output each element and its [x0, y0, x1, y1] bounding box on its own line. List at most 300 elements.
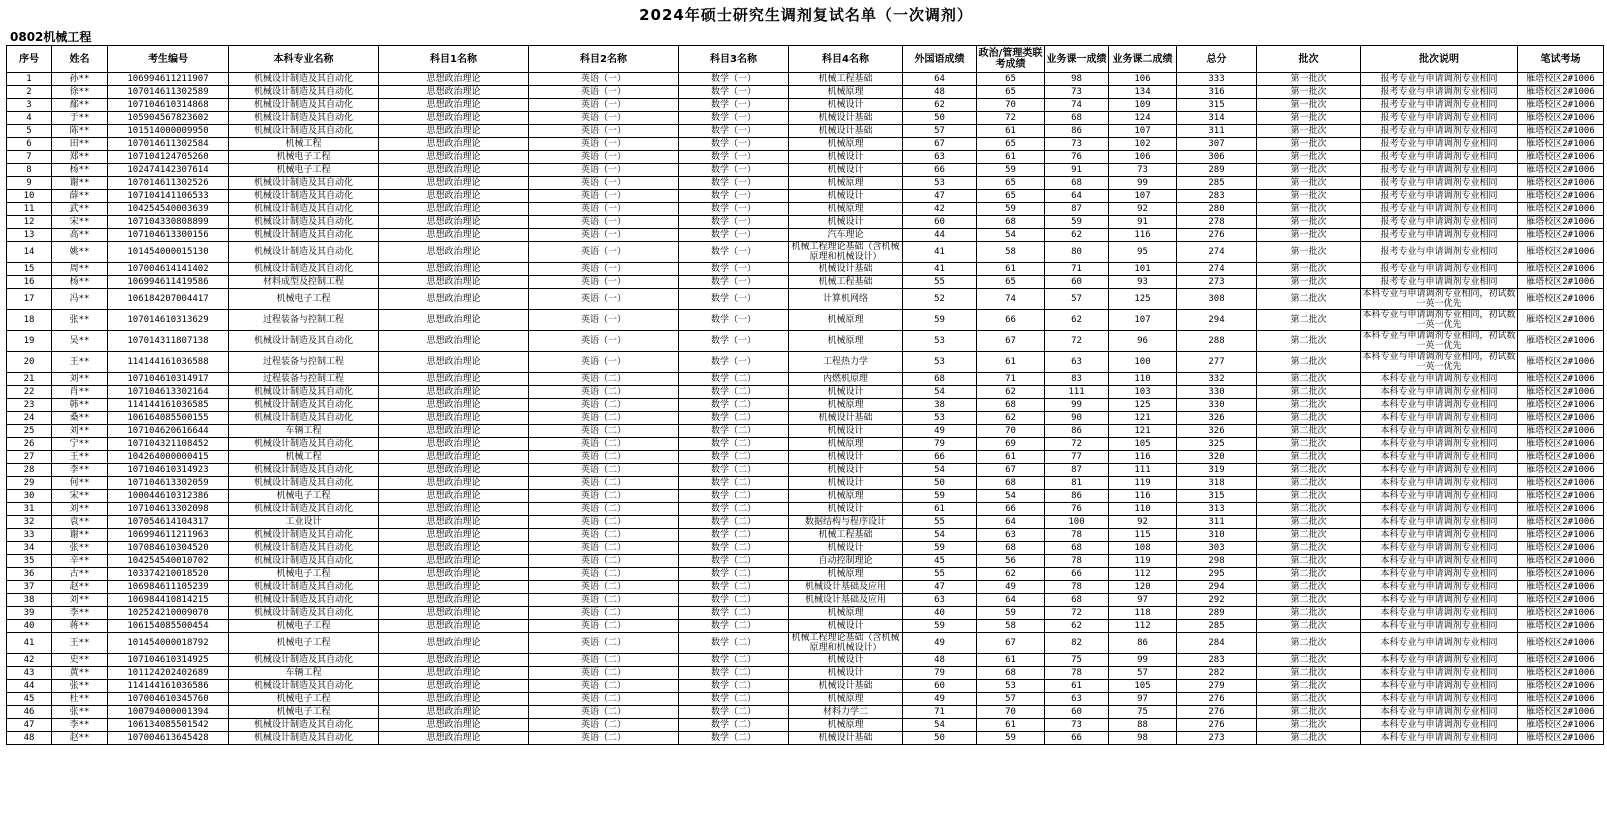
cell-batch-note: 本科专业与申请调剂专业相同 — [1361, 594, 1518, 607]
table-row — [7, 667, 1604, 680]
cell-subject-3: 数学（一） — [679, 263, 789, 276]
cell-subject-1: 思想政治理论 — [379, 99, 529, 112]
cell-subject-3: 数学（一） — [679, 310, 789, 331]
cell-subject-1: 思想政治理论 — [379, 581, 529, 594]
cell-batch-note: 本科专业与申请调剂专业相同 — [1361, 412, 1518, 425]
cell-foreign-language-score: 50 — [903, 732, 977, 745]
cell-exam-id: 102524210009070 — [108, 607, 229, 620]
cell-name: 薛** — [52, 190, 108, 203]
cell-exam-id: 106134085501542 — [108, 719, 229, 732]
cell-subject-2: 英语（二） — [529, 667, 679, 680]
cell-subject-4: 机械原理 — [789, 177, 903, 190]
cell-total-score: 325 — [1177, 438, 1257, 451]
table-row — [7, 216, 1604, 229]
cell-undergrad-major: 机械电子工程 — [229, 151, 379, 164]
cell-course-1-score: 100 — [1045, 516, 1109, 529]
cell-course-1-score: 68 — [1045, 542, 1109, 555]
cell-exam-id: 101454000018792 — [108, 633, 229, 654]
cell-batch-note: 报考专业与申请调剂专业相同 — [1361, 112, 1518, 125]
cell-course-2-score: 116 — [1109, 451, 1177, 464]
cell-exam-id: 101124202402689 — [108, 667, 229, 680]
cell-batch: 第二批次 — [1257, 352, 1361, 373]
cell-exam-id: 101454000015130 — [108, 242, 229, 263]
cell-subject-3: 数学（一） — [679, 216, 789, 229]
cell-undergrad-major: 机械设计制造及其自动化 — [229, 86, 379, 99]
cell-course-2-score: 105 — [1109, 438, 1177, 451]
cell-subject-1: 思想政治理论 — [379, 667, 529, 680]
cell-name: 桑** — [52, 412, 108, 425]
header-col-subject-2: 科目2名称 — [529, 46, 679, 73]
cell-subject-3: 数学（二） — [679, 373, 789, 386]
cell-index: 27 — [7, 451, 52, 464]
cell-total-score: 278 — [1177, 216, 1257, 229]
cell-foreign-language-score: 62 — [903, 99, 977, 112]
cell-batch-note: 本科专业与申请调剂专业相同 — [1361, 654, 1518, 667]
cell-course-1-score: 73 — [1045, 138, 1109, 151]
cell-undergrad-major: 机械设计制造及其自动化 — [229, 263, 379, 276]
cell-foreign-language-score: 71 — [903, 706, 977, 719]
cell-total-score: 330 — [1177, 399, 1257, 412]
cell-subject-1: 思想政治理论 — [379, 706, 529, 719]
cell-index: 28 — [7, 464, 52, 477]
cell-course-2-score: 100 — [1109, 352, 1177, 373]
cell-batch: 第一批次 — [1257, 203, 1361, 216]
table-row — [7, 412, 1604, 425]
cell-subject-1: 思想政治理论 — [379, 438, 529, 451]
cell-total-score: 289 — [1177, 607, 1257, 620]
cell-batch: 第一批次 — [1257, 86, 1361, 99]
cell-total-score: 332 — [1177, 373, 1257, 386]
cell-name: 李** — [52, 719, 108, 732]
table-row — [7, 542, 1604, 555]
cell-subject-3: 数学（一） — [679, 125, 789, 138]
cell-subject-4: 材料力学二 — [789, 706, 903, 719]
cell-undergrad-major: 机械设计制造及其自动化 — [229, 216, 379, 229]
cell-foreign-language-score: 45 — [903, 555, 977, 568]
cell-batch-note: 本科专业与申请调剂专业相同 — [1361, 542, 1518, 555]
cell-course-2-score: 106 — [1109, 73, 1177, 86]
cell-subject-3: 数学（二） — [679, 620, 789, 633]
cell-total-score: 280 — [1177, 203, 1257, 216]
cell-subject-4: 机械设计基础 — [789, 680, 903, 693]
cell-course-2-score: 118 — [1109, 607, 1177, 620]
cell-course-2-score: 101 — [1109, 263, 1177, 276]
header-col-name: 姓名 — [52, 46, 108, 73]
cell-exam-room: 雁塔校区2#1006 — [1518, 732, 1604, 745]
cell-subject-2: 英语（二） — [529, 581, 679, 594]
cell-batch-note: 报考专业与申请调剂专业相同 — [1361, 203, 1518, 216]
cell-batch: 第二批次 — [1257, 620, 1361, 633]
cell-course-1-score: 76 — [1045, 503, 1109, 516]
cell-batch-note: 报考专业与申请调剂专业相同 — [1361, 73, 1518, 86]
cell-batch: 第二批次 — [1257, 693, 1361, 706]
cell-total-score: 313 — [1177, 503, 1257, 516]
cell-subject-2: 英语（一） — [529, 216, 679, 229]
cell-index: 23 — [7, 399, 52, 412]
cell-subject-4: 机械设计基础 — [789, 125, 903, 138]
cell-index: 13 — [7, 229, 52, 242]
cell-exam-id: 107054614104317 — [108, 516, 229, 529]
cell-batch: 第二批次 — [1257, 477, 1361, 490]
cell-politics-score: 67 — [977, 633, 1045, 654]
cell-exam-id: 107104613302164 — [108, 386, 229, 399]
cell-subject-4: 汽车理论 — [789, 229, 903, 242]
cell-subject-3: 数学（二） — [679, 477, 789, 490]
cell-undergrad-major: 机械设计制造及其自动化 — [229, 99, 379, 112]
cell-course-1-score: 68 — [1045, 112, 1109, 125]
cell-foreign-language-score: 59 — [903, 542, 977, 555]
cell-batch-note: 报考专业与申请调剂专业相同 — [1361, 138, 1518, 151]
cell-course-1-score: 111 — [1045, 386, 1109, 399]
cell-subject-4: 计算机网络 — [789, 289, 903, 310]
cell-subject-4: 机械设计 — [789, 477, 903, 490]
cell-name: 郑** — [52, 151, 108, 164]
cell-course-1-score: 68 — [1045, 594, 1109, 607]
cell-course-2-score: 105 — [1109, 680, 1177, 693]
cell-subject-4: 机械设计基础 — [789, 112, 903, 125]
cell-batch-note: 本科专业与申请调剂专业相同 — [1361, 451, 1518, 464]
cell-name: 史** — [52, 654, 108, 667]
cell-index: 45 — [7, 693, 52, 706]
cell-batch-note: 报考专业与申请调剂专业相同 — [1361, 164, 1518, 177]
cell-batch-note: 报考专业与申请调剂专业相同 — [1361, 151, 1518, 164]
cell-index: 17 — [7, 289, 52, 310]
cell-subject-4: 机械设计 — [789, 451, 903, 464]
cell-foreign-language-score: 79 — [903, 438, 977, 451]
cell-index: 11 — [7, 203, 52, 216]
cell-subject-2: 英语（二） — [529, 386, 679, 399]
cell-exam-room: 雁塔校区2#1006 — [1518, 151, 1604, 164]
cell-index: 9 — [7, 177, 52, 190]
cell-foreign-language-score: 59 — [903, 620, 977, 633]
cell-name: 高** — [52, 229, 108, 242]
cell-subject-3: 数学（一） — [679, 331, 789, 352]
cell-politics-score: 54 — [977, 490, 1045, 503]
cell-subject-3: 数学（二） — [679, 516, 789, 529]
cell-exam-room: 雁塔校区2#1006 — [1518, 412, 1604, 425]
cell-total-score: 294 — [1177, 581, 1257, 594]
header-col-course-1-score: 业务课一成绩 — [1045, 46, 1109, 73]
table-row — [7, 112, 1604, 125]
cell-subject-4: 机械设计 — [789, 151, 903, 164]
cell-course-1-score: 86 — [1045, 125, 1109, 138]
cell-subject-2: 英语（二） — [529, 464, 679, 477]
cell-foreign-language-score: 54 — [903, 719, 977, 732]
cell-course-2-score: 93 — [1109, 276, 1177, 289]
cell-course-1-score: 86 — [1045, 490, 1109, 503]
cell-name: 王** — [52, 633, 108, 654]
cell-index: 48 — [7, 732, 52, 745]
cell-course-1-score: 78 — [1045, 529, 1109, 542]
cell-subject-3: 数学（二） — [679, 633, 789, 654]
cell-subject-2: 英语（二） — [529, 555, 679, 568]
cell-subject-4: 机械设计 — [789, 620, 903, 633]
cell-foreign-language-score: 48 — [903, 654, 977, 667]
cell-subject-4: 工程热力学 — [789, 352, 903, 373]
cell-batch-note: 报考专业与申请调剂专业相同 — [1361, 86, 1518, 99]
cell-course-2-score: 115 — [1109, 529, 1177, 542]
cell-exam-id: 107104620616644 — [108, 425, 229, 438]
cell-subject-1: 思想政治理论 — [379, 633, 529, 654]
cell-foreign-language-score: 54 — [903, 464, 977, 477]
cell-undergrad-major: 机械电子工程 — [229, 706, 379, 719]
cell-subject-4: 机械原理 — [789, 438, 903, 451]
cell-name: 袁** — [52, 516, 108, 529]
cell-name: 刘** — [52, 373, 108, 386]
cell-name: 宁** — [52, 438, 108, 451]
cell-subject-4: 数据结构与程序设计 — [789, 516, 903, 529]
cell-subject-4: 机械设计 — [789, 386, 903, 399]
cell-subject-1: 思想政治理论 — [379, 490, 529, 503]
cell-undergrad-major: 机械电子工程 — [229, 633, 379, 654]
cell-subject-4: 机械设计基础 — [789, 732, 903, 745]
cell-name: 辛** — [52, 555, 108, 568]
cell-foreign-language-score: 61 — [903, 503, 977, 516]
cell-foreign-language-score: 48 — [903, 86, 977, 99]
table-row — [7, 477, 1604, 490]
cell-index: 5 — [7, 125, 52, 138]
header-row — [7, 46, 1604, 73]
header-col-foreign-language-score: 外国语成绩 — [903, 46, 977, 73]
cell-undergrad-major: 机械设计制造及其自动化 — [229, 555, 379, 568]
cell-batch-note: 本科专业与申请调剂专业相同 — [1361, 633, 1518, 654]
cell-foreign-language-score: 47 — [903, 190, 977, 203]
table-row — [7, 654, 1604, 667]
cell-course-2-score: 92 — [1109, 203, 1177, 216]
cell-course-1-score: 80 — [1045, 242, 1109, 263]
cell-foreign-language-score: 67 — [903, 138, 977, 151]
cell-total-score: 314 — [1177, 112, 1257, 125]
cell-index: 8 — [7, 164, 52, 177]
cell-course-2-score: 119 — [1109, 555, 1177, 568]
cell-politics-score: 62 — [977, 568, 1045, 581]
table-row — [7, 568, 1604, 581]
table-row — [7, 310, 1604, 331]
cell-batch-note: 本科专业与申请调剂专业相同 — [1361, 706, 1518, 719]
cell-politics-score: 58 — [977, 242, 1045, 263]
cell-subject-4: 机械原理 — [789, 490, 903, 503]
cell-subject-3: 数学（二） — [679, 438, 789, 451]
cell-subject-1: 思想政治理论 — [379, 216, 529, 229]
cell-course-2-score: 109 — [1109, 99, 1177, 112]
cell-batch: 第二批次 — [1257, 542, 1361, 555]
cell-undergrad-major: 机械电子工程 — [229, 620, 379, 633]
cell-index: 25 — [7, 425, 52, 438]
table-row — [7, 289, 1604, 310]
cell-course-1-score: 81 — [1045, 477, 1109, 490]
cell-politics-score: 67 — [977, 464, 1045, 477]
cell-subject-3: 数学（二） — [679, 667, 789, 680]
cell-subject-1: 思想政治理论 — [379, 654, 529, 667]
cell-subject-4: 机械工程基础 — [789, 529, 903, 542]
cell-subject-2: 英语（二） — [529, 490, 679, 503]
cell-total-score: 333 — [1177, 73, 1257, 86]
cell-undergrad-major: 机械设计制造及其自动化 — [229, 399, 379, 412]
cell-undergrad-major: 机械设计制造及其自动化 — [229, 229, 379, 242]
table-row — [7, 164, 1604, 177]
cell-name: 鄢** — [52, 99, 108, 112]
cell-subject-2: 英语（一） — [529, 125, 679, 138]
cell-total-score: 273 — [1177, 732, 1257, 745]
cell-undergrad-major: 机械设计制造及其自动化 — [229, 529, 379, 542]
cell-batch-note: 本科专业与申请调剂专业相同 — [1361, 719, 1518, 732]
cell-total-score: 277 — [1177, 352, 1257, 373]
cell-subject-1: 思想政治理论 — [379, 594, 529, 607]
cell-politics-score: 65 — [977, 177, 1045, 190]
cell-foreign-language-score: 42 — [903, 203, 977, 216]
cell-politics-score: 63 — [977, 529, 1045, 542]
cell-subject-2: 英语（二） — [529, 607, 679, 620]
cell-subject-4: 机械工程基础 — [789, 73, 903, 86]
cell-index: 3 — [7, 99, 52, 112]
cell-exam-room: 雁塔校区2#1006 — [1518, 451, 1604, 464]
cell-subject-3: 数学（一） — [679, 203, 789, 216]
cell-total-score: 274 — [1177, 242, 1257, 263]
table-row — [7, 464, 1604, 477]
table-row — [7, 242, 1604, 263]
cell-exam-room: 雁塔校区2#1006 — [1518, 310, 1604, 331]
cell-subject-4: 机械设计 — [789, 190, 903, 203]
cell-undergrad-major: 机械设计制造及其自动化 — [229, 203, 379, 216]
cell-subject-2: 英语（二） — [529, 654, 679, 667]
table-row — [7, 529, 1604, 542]
cell-subject-1: 思想政治理论 — [379, 693, 529, 706]
cell-batch-note: 本科专业与申请调剂专业相同，初试数一英一优先 — [1362, 289, 1516, 309]
cell-index: 44 — [7, 680, 52, 693]
cell-exam-id: 114144161036586 — [108, 680, 229, 693]
cell-subject-2: 英语（一） — [529, 86, 679, 99]
cell-batch: 第二批次 — [1257, 667, 1361, 680]
cell-exam-room: 雁塔校区2#1006 — [1518, 594, 1604, 607]
table-row — [7, 229, 1604, 242]
table-row — [7, 693, 1604, 706]
cell-index: 19 — [7, 331, 52, 352]
cell-subject-3: 数学（二） — [679, 386, 789, 399]
cell-politics-score: 68 — [977, 542, 1045, 555]
cell-subject-2: 英语（二） — [529, 706, 679, 719]
table-row — [7, 719, 1604, 732]
cell-subject-4: 机械设计基础 — [789, 263, 903, 276]
cell-batch: 第二批次 — [1257, 464, 1361, 477]
cell-politics-score: 49 — [977, 581, 1045, 594]
cell-total-score: 303 — [1177, 542, 1257, 555]
cell-total-score: 295 — [1177, 568, 1257, 581]
cell-total-score: 315 — [1177, 99, 1257, 112]
cell-batch: 第二批次 — [1257, 706, 1361, 719]
cell-total-score: 276 — [1177, 706, 1257, 719]
cell-undergrad-major: 机械设计制造及其自动化 — [229, 594, 379, 607]
cell-batch: 第一批次 — [1257, 242, 1361, 263]
cell-batch-note: 本科专业与申请调剂专业相同 — [1361, 373, 1518, 386]
cell-subject-2: 英语（一） — [529, 229, 679, 242]
cell-exam-id: 106994611211963 — [108, 529, 229, 542]
cell-exam-id: 114144161036585 — [108, 399, 229, 412]
cell-course-1-score: 82 — [1045, 633, 1109, 654]
cell-exam-id: 106994611419586 — [108, 276, 229, 289]
cell-subject-3: 数学（二） — [679, 399, 789, 412]
cell-subject-2: 英语（二） — [529, 732, 679, 745]
cell-course-2-score: 116 — [1109, 229, 1177, 242]
cell-total-score: 298 — [1177, 555, 1257, 568]
cell-subject-3: 数学（二） — [679, 490, 789, 503]
cell-course-1-score: 66 — [1045, 568, 1109, 581]
cell-batch-note: 本科专业与申请调剂专业相同 — [1361, 425, 1518, 438]
cell-subject-3: 数学（一） — [679, 352, 789, 373]
table-row — [7, 86, 1604, 99]
cell-course-1-score: 72 — [1045, 607, 1109, 620]
cell-exam-id: 107014611302526 — [108, 177, 229, 190]
cell-subject-3: 数学（二） — [679, 680, 789, 693]
cell-politics-score: 68 — [977, 399, 1045, 412]
header-col-batch-note: 批次说明 — [1361, 46, 1518, 73]
cell-batch-note: 本科专业与申请调剂专业相同 — [1361, 503, 1518, 516]
cell-subject-4: 机械原理 — [789, 693, 903, 706]
cell-course-1-score: 63 — [1045, 693, 1109, 706]
cell-foreign-language-score: 59 — [903, 310, 977, 331]
cell-foreign-language-score: 54 — [903, 386, 977, 399]
cell-course-2-score: 92 — [1109, 516, 1177, 529]
cell-name: 冯** — [52, 289, 108, 310]
cell-undergrad-major: 过程装备与控制工程 — [229, 310, 379, 331]
cell-subject-1: 思想政治理论 — [379, 310, 529, 331]
cell-politics-score: 69 — [977, 438, 1045, 451]
cell-total-score: 292 — [1177, 594, 1257, 607]
cell-course-1-score: 78 — [1045, 581, 1109, 594]
cell-batch: 第二批次 — [1257, 399, 1361, 412]
cell-batch: 第一批次 — [1257, 151, 1361, 164]
cell-name: 宋** — [52, 216, 108, 229]
cell-name: 蒋** — [52, 620, 108, 633]
cell-politics-score: 57 — [977, 693, 1045, 706]
cell-total-score: 284 — [1177, 633, 1257, 654]
cell-course-1-score: 98 — [1045, 73, 1109, 86]
cell-course-1-score: 87 — [1045, 203, 1109, 216]
cell-undergrad-major: 机械设计制造及其自动化 — [229, 464, 379, 477]
cell-subject-3: 数学（二） — [679, 719, 789, 732]
cell-subject-1: 思想政治理论 — [379, 229, 529, 242]
cell-batch: 第一批次 — [1257, 164, 1361, 177]
cell-subject-4: 机械设计 — [789, 542, 903, 555]
cell-batch: 第一批次 — [1257, 177, 1361, 190]
cell-batch-note: 报考专业与申请调剂专业相同 — [1361, 216, 1518, 229]
cell-subject-4: 机械原理 — [789, 310, 903, 331]
table-row — [7, 99, 1604, 112]
cell-name: 张** — [52, 310, 108, 331]
cell-subject-3: 数学（二） — [679, 594, 789, 607]
cell-subject-4: 机械设计 — [789, 503, 903, 516]
cell-batch: 第二批次 — [1257, 331, 1361, 352]
cell-batch-note: 本科专业与申请调剂专业相同 — [1361, 680, 1518, 693]
cell-subject-1: 思想政治理论 — [379, 190, 529, 203]
cell-politics-score: 68 — [977, 216, 1045, 229]
cell-course-2-score: 103 — [1109, 386, 1177, 399]
cell-index: 21 — [7, 373, 52, 386]
table-row — [7, 620, 1604, 633]
cell-exam-id: 107104141106533 — [108, 190, 229, 203]
cell-total-score: 285 — [1177, 177, 1257, 190]
cell-subject-2: 英语（二） — [529, 438, 679, 451]
cell-subject-1: 思想政治理论 — [379, 331, 529, 352]
cell-name: 田** — [52, 138, 108, 151]
cell-batch-note: 本科专业与申请调剂专业相同，初试数一英一优先 — [1362, 352, 1516, 372]
cell-total-score: 285 — [1177, 620, 1257, 633]
cell-course-1-score: 78 — [1045, 555, 1109, 568]
cell-foreign-language-score: 55 — [903, 568, 977, 581]
cell-index: 26 — [7, 438, 52, 451]
cell-index: 36 — [7, 568, 52, 581]
cell-subject-4: 机械工程理论基础（含机械原理和机械设计） — [789, 633, 903, 654]
table-row — [7, 276, 1604, 289]
